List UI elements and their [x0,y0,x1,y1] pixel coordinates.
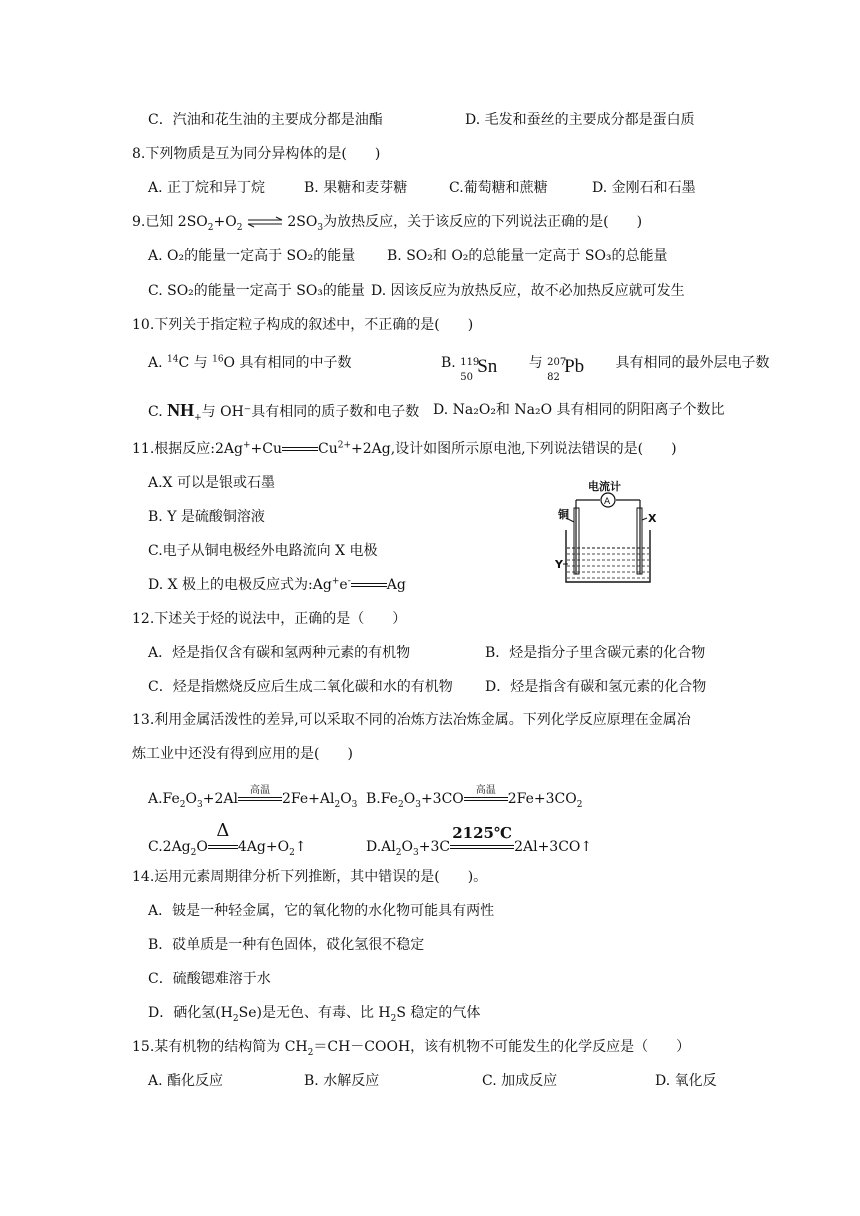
q10-option-c [148,401,419,421]
q9-option-d: D. 因该反应为放热反应，故不必加热反应就可发生 [371,283,685,299]
q13-b-mid: +3CO [420,791,464,807]
q9-stem-suffix: 为放热反应，关于该反应的下列说法正确的是( ) [323,214,643,230]
q13-a-right: 2Fe+Al [281,791,335,807]
mass-number: 14 [167,354,179,365]
q12-option-c: C．烃是指燃烧反应后生成二氧化碳和水的有机物 [148,679,453,695]
q13-a-left: A.Fe [148,791,180,807]
gas-arrow-icon: ↑ [580,839,593,855]
charge: + [331,576,340,587]
q10-a-mid: C 与 [178,355,213,371]
q10-c-post: 与 OH⁻具有相同的质子数和电子数 [201,404,420,420]
q14-d-pre: D．硒化氢(H [148,1005,233,1021]
q13-option-b: $B.Fe_2O_3+3CO$ 高温 $2Fe+3CO_2$ [366,788,582,808]
q13-option-d: $D.Al_2O_3+3C$ 2125℃ 2Al+3CO↑ [366,824,593,858]
equals-sign [351,580,387,590]
subscript: 2 [390,1013,397,1024]
mass-number: 16 [212,354,224,365]
q8-option-a: A. 正丁烷和异丁烷 [148,180,266,196]
q14-d-post: S 稳定的气体 [396,1005,481,1021]
equals-sign [282,444,318,454]
q9-stem [132,213,642,231]
q10-a-post: O 具有相同的中子数 [223,355,352,371]
q9-option-a: A. O₂的能量一定高于 SO₂的能量 [148,248,356,264]
subscript: 2 [289,847,295,858]
q9-stem-product: 2SO [282,214,318,230]
q10-stem: 10.下列关于指定粒子构成的叙述中，不正确的是( ) [132,317,474,333]
element-symbol: Sn [477,356,498,377]
element-symbol: Pb [564,356,585,377]
q8-option-d: D. 金刚石和石墨 [592,180,696,196]
condition-text: Δ [216,820,230,841]
mass-number: 207 [547,357,567,368]
q13-option-a: $A.Fe_2O_3+2Al$ 高温 $2Fe+Al_2O_3$ [148,788,357,808]
q9-stem-prefix: 9.已知 2SO [132,214,208,230]
copper-label: 铜 [558,508,569,521]
q11-option-c: C.电子从铜电极经外电路流向 X 电极 [148,543,378,559]
q7-option-c: C．汽油和花生油的主要成分都是油酯 [148,112,383,128]
galvanic-cell-figure [552,478,662,588]
subscript: 2 [232,1013,239,1024]
q11-d-pre: D. X 极上的电极反应式为:Ag [148,577,332,593]
charge: + [194,412,202,423]
ammeter-symbol: A [604,497,611,507]
q12-option-d: D．烃是指含有碳和氢元素的化合物 [485,679,707,695]
q8-stem: 8.下列物质是互为同分异构体的是( ) [132,146,381,162]
q13-c-right: 4Ag+O [237,839,290,855]
subscript: 3 [317,222,324,233]
q11-option-a: A.X 可以是银或石墨 [148,475,275,491]
q11-option-b: B. Y 是硫酸铜溶液 [148,509,265,525]
q13-stem-line2: 炼工业中还没有得到应用的是( ) [132,746,353,762]
ammeter-label: 电流计 [588,480,621,493]
q15-option-c: C. 加成反应 [482,1073,558,1089]
q10-option-b [441,348,770,383]
option-label: C. [148,404,168,420]
option-label: B. [441,355,461,371]
ammonium-symbol: NH [167,400,195,420]
option-label: A. [148,355,168,371]
subscript: 2 [236,222,243,233]
q15-option-b: B. 水解反应 [304,1073,380,1089]
subscript: 2 [307,1047,314,1058]
q14-stem: 14.运用元素周期律分析下列推断，其中错误的是( )。 [132,869,488,885]
mass-number: 119 [460,357,480,368]
charge: - [347,576,351,587]
q12-option-a: A．烃是指仅含有碳和氢两种元素的有机物 [148,645,411,661]
q15-stem-pre: 15.某有机物的结构简为 CH [132,1039,308,1055]
q13-stem-line1: 13.利用金属活泼性的差异,可以采取不同的冶炼方法冶炼金属。下列化学反应原理在金属冶 [132,712,691,728]
q13-d-mid: +3C [418,839,451,855]
q13-b-right: 2Fe+3CO [507,791,577,807]
q11-stem [132,440,677,458]
q13-d-left: D.Al [366,839,396,855]
subscript: 3 [197,799,203,810]
q12-option-b: B．烃是指分子里含碳元素的化合物 [485,645,706,661]
charge: 2+ [337,440,351,451]
q9-option-c: C. SO₂的能量一定高于 SO₃的能量 [148,283,365,299]
reaction-condition [464,785,508,808]
q8-option-c: C.葡萄糖和蔗糖 [449,180,548,196]
q13-a-mid: +2Al [202,791,238,807]
ammonium-charge [194,413,202,423]
q13-d-right: 2Al+3CO [514,839,581,855]
atomic-number: 50 [460,372,473,383]
x-label: X [648,512,657,525]
q8-option-b: B. 果糖和麦芽糖 [304,180,408,196]
subscript: 2 [395,847,402,858]
reversible-arrow-icon [247,216,283,228]
subscript: 2 [334,799,341,810]
condition-text: 2125℃ [452,824,512,842]
q10-b-mid: 与 [524,355,548,371]
atomic-number: 82 [547,372,560,383]
q11-d-post: Ag [386,577,406,593]
q11-stem-mid: +Cu [250,441,282,457]
q14-option-a: A．铍是一种轻金属，它的氧化物的水化物可能具有两性 [148,903,495,919]
condition-text: 高温 [475,785,496,796]
q13-c-left: C.2Ag [148,839,191,855]
q14-d-mid: Se)是无色、有毒、比 H [238,1005,391,1021]
q14-option-c: C．硫酸锶难溶于水 [148,971,271,987]
subscript: 3 [412,847,419,858]
subscript: 3 [415,799,421,810]
tin-isotope [460,348,524,383]
subscript: 2 [190,847,197,858]
reaction-condition [238,785,282,808]
subscript: 2 [397,799,404,810]
q10-option-d: D. Na₂O₂和 Na₂O 具有相同的阴阳离子个数比 [433,402,725,418]
q10-option-a [148,354,351,372]
q9-stem-mid: +O [213,214,237,230]
charge: + [242,440,251,451]
q12-stem: 12.下述关于烃的说法中，正确的是（ ） [132,611,407,627]
q11-stem-post: +2Ag,设计如图所示原电池,下列说法错误的是( ) [351,441,677,457]
lead-isotope [547,348,611,383]
subscript: 2 [576,799,583,810]
q11-option-d: D. X 极上的电极反应式为:Ag+e- Ag [148,576,406,593]
q7-option-d: D. 毛发和蚕丝的主要成分都是蛋白质 [465,112,695,128]
reaction-condition [450,824,514,856]
q13-option-c: $C.2Ag_2O$ Δ $4Ag+O_2↑$ [148,820,307,858]
y-label: Y [555,558,563,571]
q10-b-post: 具有相同的最外层电子数 [611,355,770,371]
q15-option-d: D. 氧化反 [655,1073,717,1089]
q9-option-b: B. SO₂和 O₂的总能量一定高于 SO₃的总能量 [387,248,668,264]
subscript: 2 [179,799,186,810]
q13-b-left: B.Fe [366,791,398,807]
q15-option-a: A. 酯化反应 [148,1073,224,1089]
q15-stem-post: ＝CH－COOH，该有机物不可能发生的化学反应是（ ） [313,1039,691,1055]
q15-stem [132,1038,690,1056]
condition-text: 高温 [249,785,270,796]
q14-option-b: B．砹单质是一种有色固体，砹化氢很不稳定 [148,937,425,953]
reaction-condition [208,820,238,856]
q11-stem-pre: 11.根据反应:2Ag [132,441,243,457]
subscript: 2 [207,222,214,233]
q11-stem-cu: Cu [317,441,338,457]
gas-arrow-icon: ↑ [294,839,307,855]
q14-option-d [148,1004,480,1022]
subscript: 3 [351,799,358,810]
